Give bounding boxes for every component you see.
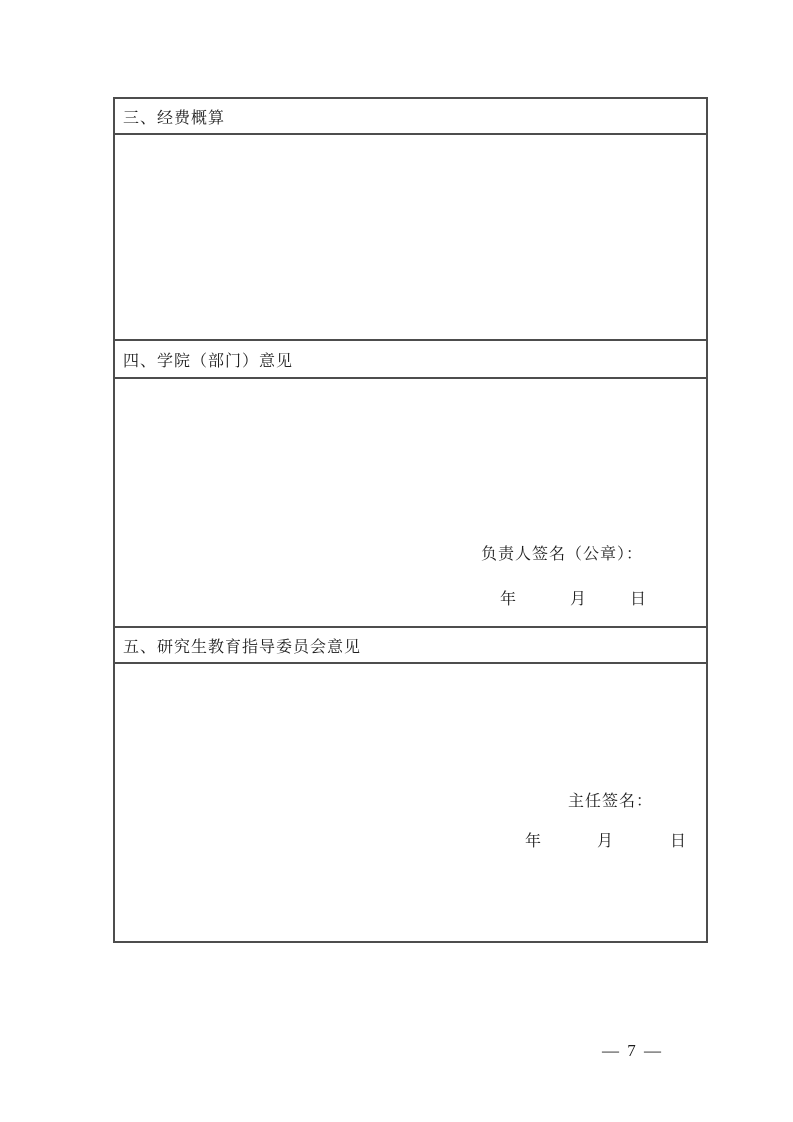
year-label: 年 [525, 833, 542, 850]
page-number: — 7 — [602, 1041, 663, 1060]
year-label: 年 [500, 591, 517, 608]
day-label: 日 [670, 833, 687, 850]
section-college-opinion-content-cell [115, 379, 706, 628]
section-budget-title: 三、经费概算 [123, 109, 226, 127]
section-budget-header [115, 99, 706, 135]
section-college-opinion-title: 四、学院（部门）意见 [123, 352, 294, 370]
month-label: 月 [597, 833, 614, 850]
day-label: 日 [630, 591, 647, 608]
director-signature-label: 主任签名： [568, 793, 654, 810]
form-table [113, 97, 708, 943]
month-label: 月 [570, 591, 587, 608]
responsible-person-signature-label: 负责人签名（公章）： [481, 546, 644, 563]
section-committee-opinion-content-cell [115, 664, 706, 941]
section-budget-content-cell [115, 135, 706, 341]
section-committee-opinion-title: 五、研究生教育指导委员会意见 [123, 638, 362, 656]
section-committee-opinion-header [115, 628, 706, 664]
section-college-opinion-header [115, 341, 706, 379]
